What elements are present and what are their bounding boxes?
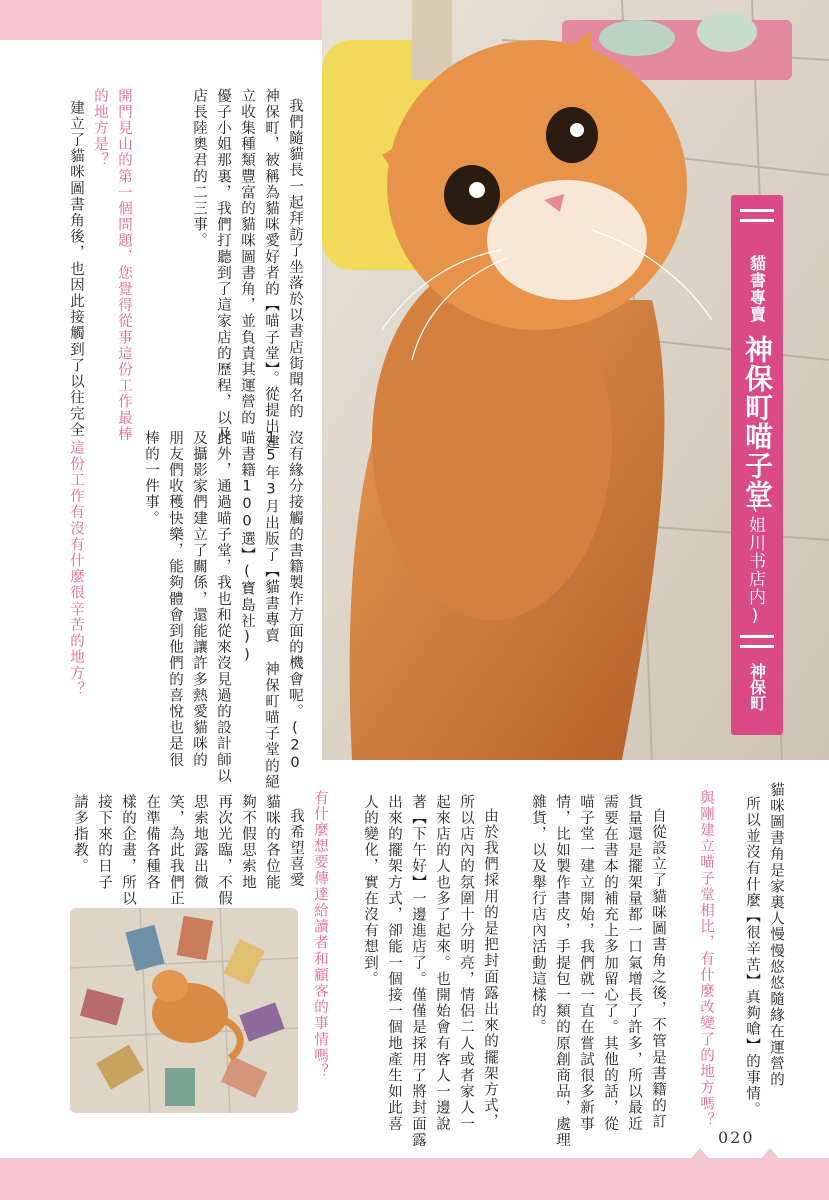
answer-3-col-9: 起來店的人也多了起來。也開始會有客人一邊說 xyxy=(434,794,450,1133)
answer-4-col-8: 樣的企畫，所以 xyxy=(120,794,136,907)
question-1-line-2: 的地方是？ xyxy=(92,88,108,169)
answer-4-col-7: 在準備各種各 xyxy=(144,794,160,891)
answer-4-col-1: 我希望喜愛 xyxy=(288,808,304,889)
answer-3-col-8: 所以店內的氛圍十分明亮，情侶二人或者家人一 xyxy=(458,794,474,1133)
answer-3-col-3: 需要在書本的補充上多加留心了。其他的話，從 xyxy=(602,794,618,1133)
answer-3-col-12: 人的變化，實在沒有想到。 xyxy=(362,794,378,988)
question-3: 與剛建立喵子堂相比，有什麼改變了的地方嗎？ xyxy=(698,790,714,1129)
answer-3-col-10: 著【下午好】一邊進店了。僅僅是採用了將封面露 xyxy=(410,794,426,1149)
answer-1-col-7: 朋友們收穫快樂，能夠體會到他們的喜悅也是很 xyxy=(167,430,183,769)
answer-4-col-5: 思索地露出微 xyxy=(192,794,208,891)
question-1-line-1: 開門見山的第一個問題，您覺得從事這份工作最棒 xyxy=(116,88,132,443)
intro-col-5: 店長陸奧君的二三事。 xyxy=(191,88,207,249)
title-bar-top xyxy=(740,209,774,212)
bottom-decor-bar xyxy=(0,1158,829,1200)
title-bar-top2 xyxy=(740,219,774,222)
answer-1-col-8: 棒的一件事。 xyxy=(143,430,159,527)
answer-1-col-3: 15年3月出版了【貓書專賣 神保町喵子堂的絕 xyxy=(263,430,279,791)
answer-4-col-2: 貓咪的各位能 xyxy=(264,794,280,891)
title-category: 貓書專賣 xyxy=(747,255,767,323)
answer-3-col-4: 喵子堂一建立開始，我們就一直在嘗試很多新事 xyxy=(578,794,594,1133)
answer-3-col-5: 情，比如製作書皮，手提包一類的原創商品，處理 xyxy=(554,794,570,1149)
answer-4-col-6: 笑，為此我們正 xyxy=(168,794,184,907)
intro-col-3: 立收集種類豐富的貓咪圖書角，並負責其運營的 xyxy=(239,88,255,427)
answer-4-col-4: 再次光臨，不假 xyxy=(216,794,232,907)
question-4: 有什麼想要傳達給讀者和顧客的事情嗎？ xyxy=(312,790,328,1080)
title-banner xyxy=(731,195,783,735)
title-subtitle: (姐川书店内) xyxy=(745,495,765,627)
cat-with-books-photo xyxy=(70,908,298,1113)
answer-3-col-6: 雜貨，以及舉行店內活動這樣的。 xyxy=(530,794,546,1036)
answer-1-col-2: 沒有緣分接觸的書籍製作方面的機會呢。(20 xyxy=(287,430,303,773)
title-bar-bottom xyxy=(740,635,774,638)
answer-3-col-2: 貨量還是擺架量都一口氣增長了許多，所以最近 xyxy=(626,794,642,1133)
answer-4-col-10: 請多指教。 xyxy=(72,794,88,875)
answer-2-col-1: 貓咪圖書角是家裏人慢慢悠悠隨緣在運營的 xyxy=(768,782,784,1088)
answer-3-col-11: 出來的擺架方式，卻能一個接一個地產生如此喜 xyxy=(386,794,402,1133)
answer-2-col-2: 所以並沒有什麼【很辛苦】真夠嗆】的事情。 xyxy=(744,796,760,1118)
intro-col-4: 優子小姐那裏，我們打聽到了這家店的歷程，以及 xyxy=(215,88,231,443)
area-tag: 神保町 xyxy=(747,663,767,711)
intro-col-2: 神保町，被稱為貓咪愛好者的【喵子堂】。從提出建 xyxy=(263,88,279,452)
page-number: 020 xyxy=(718,1128,755,1147)
answer-3-col-1: 自從設立了貓咪圖書角之後，不管是書籍的訂 xyxy=(650,808,666,1130)
answer-4-col-9: 接下來的日子 xyxy=(96,794,112,891)
answer-3-col-7: 由於我們採用的是把封面露出來的擺架方式， xyxy=(482,808,498,1130)
top-decor-bar xyxy=(0,0,322,40)
answer-1-col-4: 喵書籍100選】(寶島社)) xyxy=(239,430,255,665)
answer-1-col-5: 此外，通過喵子堂，我也和從來沒見過的設計師以 xyxy=(215,430,231,785)
answer-1-col-1: 建立了貓咪圖書角後，也因此接觸到了以往完全 xyxy=(68,100,84,439)
answer-4-col-3: 夠不假思索地 xyxy=(240,794,256,891)
answer-1-col-6: 及攝影家們建立了關係，還能讓許多熱愛貓咪的 xyxy=(191,430,207,769)
intro-col-1: 我們隨貓長一起拜訪了坐落於以書店街聞名的 xyxy=(287,98,303,420)
page-title: 神保町喵子堂 xyxy=(741,335,774,509)
question-2: 這份工作有沒有什麼很辛苦的地方？ xyxy=(68,440,84,698)
